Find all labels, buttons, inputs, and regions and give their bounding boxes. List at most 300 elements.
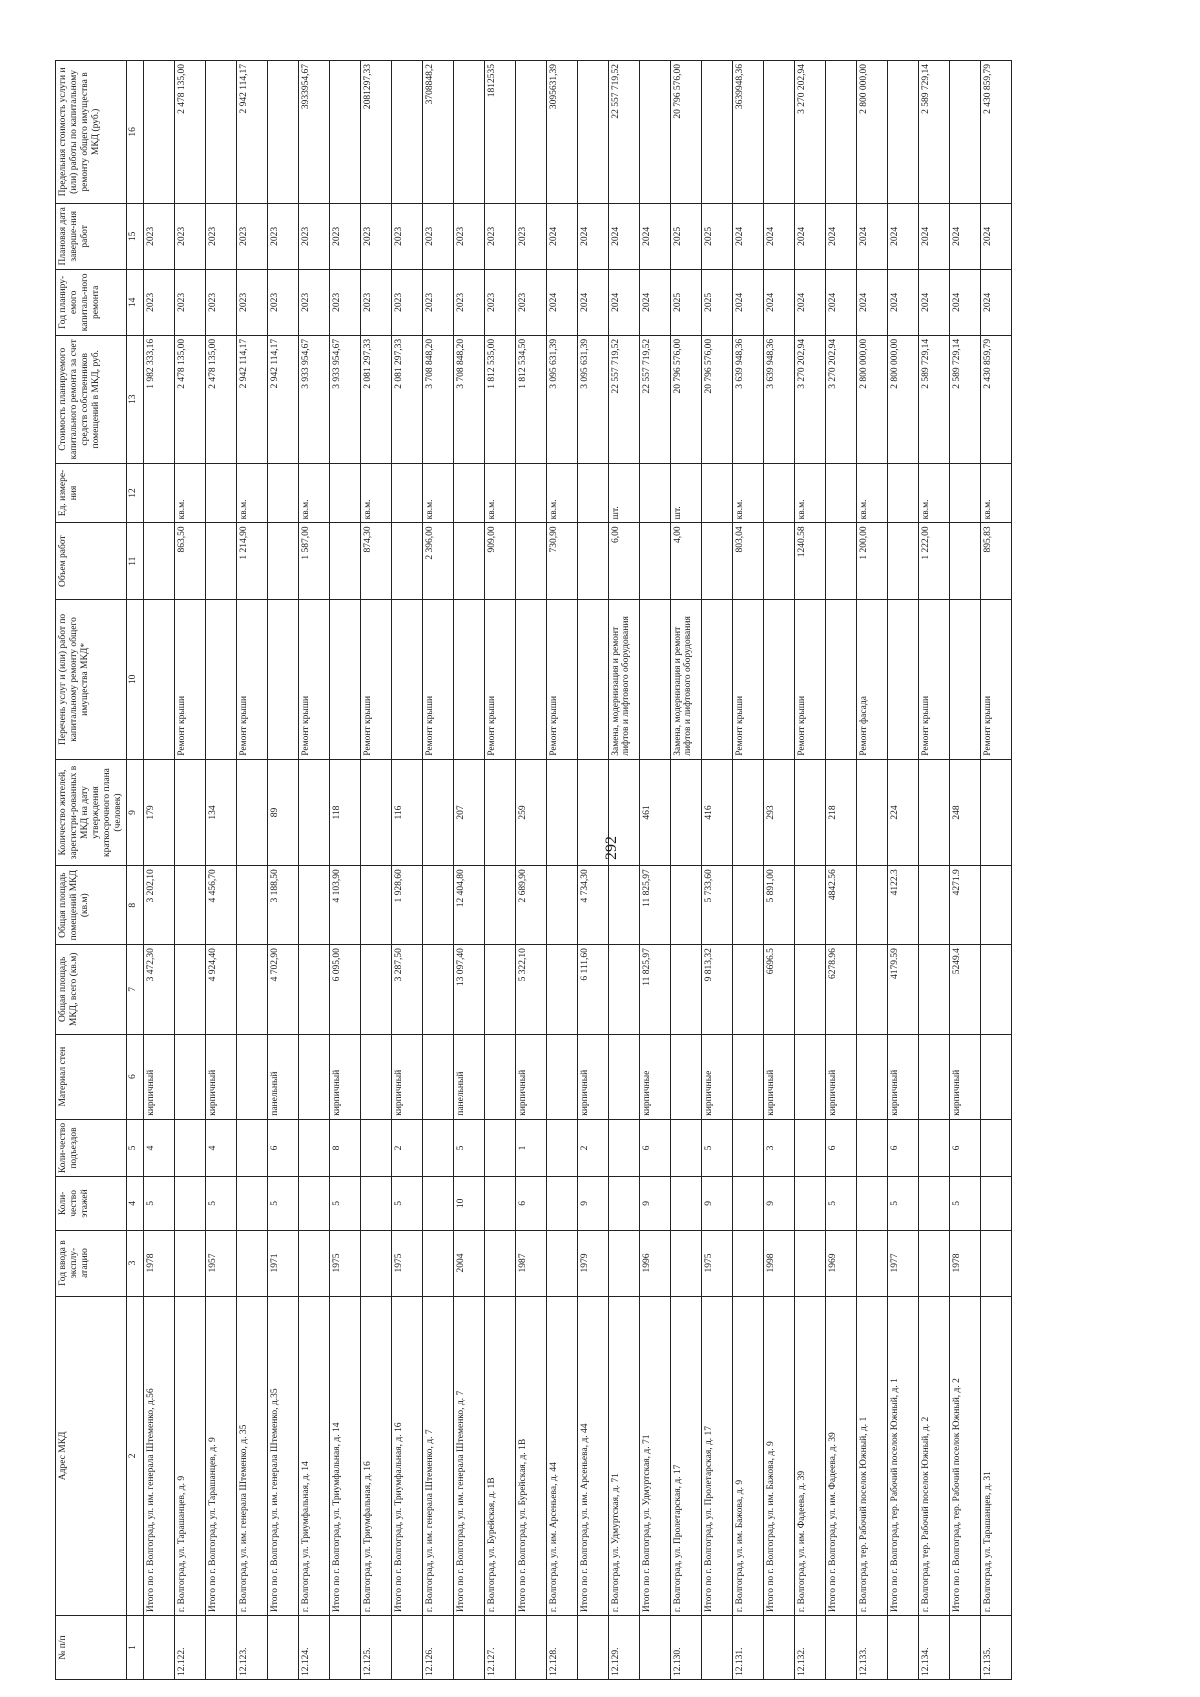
table-cell [856, 1230, 887, 1296]
header-row [56, 61, 127, 1680]
table-cell [546, 1230, 577, 1296]
page-number: 292 [603, 836, 620, 860]
table-cell: 224 [887, 759, 918, 866]
table-cell: 12.134. [918, 1616, 949, 1680]
table-cell: кв.м. [856, 463, 887, 523]
table-cell: 2023 [205, 269, 236, 335]
table-cell: 1 812 534,50 [515, 335, 546, 463]
table-cell [236, 759, 267, 866]
table-cell [298, 945, 329, 1034]
table-cell: 2 942 114,17 [236, 61, 267, 204]
table-cell: 9 [577, 1177, 608, 1230]
table-cell: 13 097,40 [453, 945, 484, 1034]
column-number: 3 [126, 1230, 143, 1296]
table-cell: 2025 [670, 269, 701, 335]
table-cell [732, 945, 763, 1034]
table-cell: Ремонт крыши [794, 600, 825, 760]
table-cell [546, 866, 577, 945]
table-cell: 2024 [949, 203, 980, 269]
table-row-total [267, 61, 298, 1680]
table-cell [794, 759, 825, 866]
table-cell: 1978 [949, 1230, 980, 1296]
table-row-total [515, 61, 546, 1680]
table-cell: 6,00 [608, 523, 639, 600]
table-cell: 1969 [825, 1230, 856, 1296]
table-cell: кв.м. [918, 463, 949, 523]
table-cell [236, 866, 267, 945]
table-row-total [391, 61, 422, 1680]
table-cell: кирпичный [949, 1034, 980, 1119]
table-cell [639, 600, 670, 760]
table-cell: 2 [577, 1119, 608, 1177]
table-cell [732, 866, 763, 945]
column-number: 7 [126, 945, 143, 1034]
table-cell: 2023 [422, 269, 453, 335]
table-cell [918, 1034, 949, 1119]
table-cell: 2 942 114,17 [267, 335, 298, 463]
table-cell: 12.135. [980, 1616, 1011, 1680]
table-cell: 1979 [577, 1230, 608, 1296]
table-cell: 5 [267, 1177, 298, 1230]
table-cell [794, 1119, 825, 1177]
table-cell [918, 1230, 949, 1296]
column-number: 10 [126, 600, 143, 760]
table-cell: г. Волгоград, тер. Рабочий поселок Южный, д. 2 [918, 1296, 949, 1616]
table-cell [918, 1177, 949, 1230]
table-cell: Итого по г. Волгоград, ул. им. генерала Штеменко, д.35 [267, 1296, 298, 1616]
table-cell: кирпичный [825, 1034, 856, 1119]
table-cell [763, 523, 794, 600]
table-cell: 12.122. [174, 1616, 205, 1680]
table-cell: 1 928,60 [391, 866, 422, 945]
table-cell [143, 463, 174, 523]
table-cell [298, 1177, 329, 1230]
table-cell [794, 1034, 825, 1119]
table-cell [205, 600, 236, 760]
table-row-total [639, 61, 670, 1680]
table-cell: 5 733,60 [701, 866, 732, 945]
table-cell: 22 557 719,52 [639, 335, 670, 463]
table-cell: кв.м. [298, 463, 329, 523]
table-cell: 12.133. [856, 1616, 887, 1680]
column-header: Перечень услуг и (или) работ по капитальному ремонту общего имущества МКД* [56, 600, 127, 760]
table-cell: 3 639 948,36 [732, 335, 763, 463]
table-cell [453, 523, 484, 600]
table-cell: 4 456,70 [205, 866, 236, 945]
column-number: 6 [126, 1034, 143, 1119]
table-cell: 1987 [515, 1230, 546, 1296]
column-number: 14 [126, 269, 143, 335]
table-cell [980, 945, 1011, 1034]
table-cell: Ремонт крыши [484, 600, 515, 760]
table-cell: 5 891,00 [763, 866, 794, 945]
table-cell: 2024 [794, 269, 825, 335]
table-row-total [143, 61, 174, 1680]
table-cell: 12.124. [298, 1616, 329, 1680]
column-header: Плановая дата заверше-ния работ [56, 203, 127, 269]
table-cell [608, 1034, 639, 1119]
table-cell: 5 [701, 1119, 732, 1177]
table-cell: 2 478 135,00 [205, 335, 236, 463]
table-cell [143, 523, 174, 600]
table-cell: 248 [949, 759, 980, 866]
table-cell [825, 1616, 856, 1680]
column-number-row [126, 61, 143, 1680]
table-cell [267, 523, 298, 600]
table-cell: 1 982 333,16 [143, 335, 174, 463]
table-cell: г. Волгоград, ул. им. Фадеева, д. 39 [794, 1296, 825, 1616]
table-cell [732, 1230, 763, 1296]
table-cell: 5 322,10 [515, 945, 546, 1034]
table-cell: 5 [453, 1119, 484, 1177]
table-row [608, 61, 639, 1680]
rotated-table-container [55, 60, 1140, 1680]
table-cell: 2 800 000,00 [856, 61, 887, 204]
column-header: Коли-чество подъездов [56, 1119, 127, 1177]
table-cell [484, 759, 515, 866]
table-cell [484, 866, 515, 945]
table-cell: 2023 [453, 269, 484, 335]
table-cell [236, 945, 267, 1034]
table-cell: 6 [267, 1119, 298, 1177]
table-cell [887, 523, 918, 600]
table-cell: 2023 [174, 269, 205, 335]
table-cell [298, 866, 329, 945]
table-cell [298, 1034, 329, 1119]
table-cell: 2024 [949, 269, 980, 335]
table-cell [887, 600, 918, 760]
table-cell: 2024 [887, 269, 918, 335]
table-cell: 12.128. [546, 1616, 577, 1680]
table-cell: 2024 [608, 269, 639, 335]
table-cell: 2 478 135,00 [174, 61, 205, 204]
table-cell: кв.м. [236, 463, 267, 523]
table-cell [236, 1119, 267, 1177]
table-cell: г. Волгоград, ул. Пролетарская, д. 17 [670, 1296, 701, 1616]
table-cell [825, 600, 856, 760]
table-cell [174, 1034, 205, 1119]
table-cell: шт. [670, 463, 701, 523]
table-cell: панельный [267, 1034, 298, 1119]
table-cell: 6 [825, 1119, 856, 1177]
table-cell: 4179.59 [887, 945, 918, 1034]
table-cell: 3708848,2 [422, 61, 453, 204]
table-cell: 1975 [391, 1230, 422, 1296]
table-cell: кв.м. [732, 463, 763, 523]
table-cell: кирпичный [515, 1034, 546, 1119]
table-cell: г. Волгоград, тер. Рабочий поселок Южный, д. 1 [856, 1296, 887, 1616]
table-cell: Итого по г. Волгоград, ул. Тарашанцев, д. 9 [205, 1296, 236, 1616]
column-number: 13 [126, 335, 143, 463]
table-cell: г. Волгоград, ул. Тарашанцев, д. 9 [174, 1296, 205, 1616]
table-cell: 2024 [918, 203, 949, 269]
table-cell [980, 866, 1011, 945]
table-cell [732, 759, 763, 866]
table-cell [608, 866, 639, 945]
table-cell: 1977 [887, 1230, 918, 1296]
table-cell [546, 945, 577, 1034]
table-cell: 2023 [298, 269, 329, 335]
table-row [980, 61, 1011, 1680]
table-cell [577, 61, 608, 204]
table-row [670, 61, 701, 1680]
table-cell: 4 734,30 [577, 866, 608, 945]
table-cell: 9 [763, 1177, 794, 1230]
table-cell: 2 430 859,79 [980, 61, 1011, 204]
table-cell [670, 1119, 701, 1177]
table-row [732, 61, 763, 1680]
table-cell [360, 1034, 391, 1119]
table-cell: 2024 [794, 203, 825, 269]
table-cell [236, 1177, 267, 1230]
table-cell: кв.м. [360, 463, 391, 523]
table-cell [236, 1034, 267, 1119]
table-cell: 3933954,67 [298, 61, 329, 204]
table-cell: Ремонт крыши [360, 600, 391, 760]
table-row-total [205, 61, 236, 1680]
table-cell: 9 813,32 [701, 945, 732, 1034]
table-cell: 6 111,60 [577, 945, 608, 1034]
table-cell: 4271.9 [949, 866, 980, 945]
table-cell [701, 61, 732, 204]
table-cell: 1971 [267, 1230, 298, 1296]
table-cell: 9 [639, 1177, 670, 1230]
table-row [422, 61, 453, 1680]
table-cell: кирпичные [701, 1034, 732, 1119]
table-cell: 3 472,30 [143, 945, 174, 1034]
table-cell: Итого по г. Волгоград, ул. Удмуртская, д. 71 [639, 1296, 670, 1616]
table-cell [205, 463, 236, 523]
table-row-total [701, 61, 732, 1680]
table-cell: 2023 [422, 203, 453, 269]
table-cell: 1975 [329, 1230, 360, 1296]
table-cell [856, 1034, 887, 1119]
table-cell [794, 1230, 825, 1296]
table-cell: г. Волгоград, ул. им. генерала Штеменко, д. 35 [236, 1296, 267, 1616]
table-cell: Ремонт крыши [980, 600, 1011, 760]
table-cell: 1998 [763, 1230, 794, 1296]
table-cell [825, 61, 856, 204]
table-cell [763, 61, 794, 204]
table-cell [980, 1177, 1011, 1230]
table-cell [639, 1616, 670, 1680]
table-cell: кв.м. [980, 463, 1011, 523]
table-cell: 118 [329, 759, 360, 866]
table-cell [949, 463, 980, 523]
table-cell: 6 095,00 [329, 945, 360, 1034]
column-number: 8 [126, 866, 143, 945]
table-body [143, 61, 1011, 1680]
table-cell: 5 [887, 1177, 918, 1230]
table-cell: 3 708 848,20 [453, 335, 484, 463]
column-header: Общая площадь помещений МКД (кв.м) [56, 866, 127, 945]
table-cell: 20 796 576,00 [670, 61, 701, 204]
table-cell [856, 866, 887, 945]
table-cell: 2 589 729,14 [949, 335, 980, 463]
table-cell: 2 478 135,00 [174, 335, 205, 463]
table-cell: 2024 [763, 269, 794, 335]
table-cell: 1 200,00 [856, 523, 887, 600]
table-cell: 3 095 631,39 [546, 335, 577, 463]
table-cell: Итого по г. Волгоград, ул. им. Арсеньева, д. 44 [577, 1296, 608, 1616]
table-cell [794, 1177, 825, 1230]
table-cell [298, 759, 329, 866]
table-cell: 22 557 719,52 [608, 61, 639, 204]
table-cell: кирпичный [887, 1034, 918, 1119]
table-cell [422, 1177, 453, 1230]
table-cell [453, 1616, 484, 1680]
table-cell: 2 800 000,00 [887, 335, 918, 463]
table-cell: 2025 [701, 269, 732, 335]
table-cell: 2023 [143, 269, 174, 335]
table-cell: Итого по г. Волгоград, ул. им. генерала Штеменко, д.56 [143, 1296, 174, 1616]
table-cell: кв.м. [484, 463, 515, 523]
table-cell: 12.123. [236, 1616, 267, 1680]
table-cell: 12.130. [670, 1616, 701, 1680]
table-cell: 20 796 576,00 [701, 335, 732, 463]
table-cell [267, 61, 298, 204]
table-cell: 5 [143, 1177, 174, 1230]
table-cell [422, 945, 453, 1034]
table-cell: 1975 [701, 1230, 732, 1296]
table-cell: 2 589 729,14 [918, 335, 949, 463]
table-cell: 6 [639, 1119, 670, 1177]
table-cell: 2 081 297,33 [391, 335, 422, 463]
column-header: Общая площадь МКД, всего (кв.м) [56, 945, 127, 1034]
table-cell [391, 600, 422, 760]
table-cell [980, 1119, 1011, 1177]
table-cell [267, 1616, 298, 1680]
table-cell [918, 1119, 949, 1177]
table-cell [143, 61, 174, 204]
table-cell [298, 1230, 329, 1296]
table-row [298, 61, 329, 1680]
table-cell [236, 1230, 267, 1296]
column-number: 12 [126, 463, 143, 523]
table-cell: 2 589 729,14 [918, 61, 949, 204]
table-cell [360, 945, 391, 1034]
table-cell [422, 759, 453, 866]
table-cell: Ремонт крыши [298, 600, 329, 760]
table-cell: Итого по г. Волгоград, тер. Рабочий поселок Южный, д. 1 [887, 1296, 918, 1616]
table-cell: Ремонт крыши [546, 600, 577, 760]
table-cell [422, 1119, 453, 1177]
table-cell [701, 600, 732, 760]
table-cell: 5 [205, 1177, 236, 1230]
table-cell: кв.м. [546, 463, 577, 523]
table-cell: 4 103,90 [329, 866, 360, 945]
table-cell: 2025 [701, 203, 732, 269]
table-cell [267, 600, 298, 760]
table-cell [422, 1230, 453, 1296]
table-cell: 2023 [267, 203, 298, 269]
table-row [236, 61, 267, 1680]
table-cell [670, 1177, 701, 1230]
table-row [484, 61, 515, 1680]
table-cell [856, 1119, 887, 1177]
column-number: 2 [126, 1296, 143, 1616]
table-cell: 1 214,90 [236, 523, 267, 600]
table-cell: Ремонт крыши [918, 600, 949, 760]
table-cell: 2024 [732, 203, 763, 269]
table-cell: Итого по г. Волгоград, ул. Бурейская, д. 1В [515, 1296, 546, 1616]
table-cell [546, 759, 577, 866]
column-header: Материал стен [56, 1034, 127, 1119]
table-cell [174, 759, 205, 866]
table-cell [391, 523, 422, 600]
table-cell [391, 1616, 422, 1680]
column-header: Количество жителей, зарегистри-рованных в МКД на дату утверждения краткосрочного плана (человек) [56, 759, 127, 866]
table-cell: 2023 [205, 203, 236, 269]
table-cell: 3095631,39 [546, 61, 577, 204]
table-cell [360, 1119, 391, 1177]
table-cell: 10 [453, 1177, 484, 1230]
table-cell: Итого по г. Волгоград, ул. им. генерала Штеменко, д. 7 [453, 1296, 484, 1616]
table-cell: г. Волгоград, ул. Триумфальная, д. 16 [360, 1296, 391, 1616]
table-cell: 2023 [391, 269, 422, 335]
table-cell [887, 1616, 918, 1680]
table-cell: 6 [515, 1177, 546, 1230]
table-cell: кирпичный [329, 1034, 360, 1119]
table-cell: Ремонт крыши [422, 600, 453, 760]
table-cell [670, 945, 701, 1034]
table-cell: 12.132. [794, 1616, 825, 1680]
table-cell [174, 866, 205, 945]
table-cell: кирпичные [639, 1034, 670, 1119]
table-cell [670, 759, 701, 866]
table-cell: 12.129. [608, 1616, 639, 1680]
table-row [794, 61, 825, 1680]
table-cell: 4122.3 [887, 866, 918, 945]
column-number: 15 [126, 203, 143, 269]
table-cell: 2 396,00 [422, 523, 453, 600]
table-cell: кв.м. [174, 463, 205, 523]
column-header: Год планиру-емого капиталь-ного ремонта [56, 269, 127, 335]
table-cell [732, 1119, 763, 1177]
table-cell: 2 [391, 1119, 422, 1177]
table-cell: 3 270 202,94 [794, 61, 825, 204]
table-cell: г. Волгоград, ул. Бурейская, д. 1В [484, 1296, 515, 1616]
table-cell [763, 600, 794, 760]
table-cell: 8 [329, 1119, 360, 1177]
table-cell: Ремонт крыши [174, 600, 205, 760]
table-cell [949, 61, 980, 204]
table-cell [453, 61, 484, 204]
table-cell: 2024 [639, 269, 670, 335]
table-cell: 2024 [980, 269, 1011, 335]
table-cell: 5 [329, 1177, 360, 1230]
capital-repair-table [55, 60, 1012, 1680]
table-cell [639, 463, 670, 523]
table-cell: 2024 [856, 203, 887, 269]
table-cell [608, 1177, 639, 1230]
table-cell: Замена, модернизация и ремонт лифтов и лифтового оборудования [608, 600, 639, 760]
table-cell: 2023 [267, 269, 298, 335]
table-cell: 89 [267, 759, 298, 866]
table-cell: 12.131. [732, 1616, 763, 1680]
table-cell: 6278.96 [825, 945, 856, 1034]
table-cell: 2023 [236, 203, 267, 269]
table-cell: 2024 [763, 203, 794, 269]
table-cell: 2 689,90 [515, 866, 546, 945]
table-cell: 3 095 631,39 [577, 335, 608, 463]
table-cell: 3 270 202,94 [794, 335, 825, 463]
table-cell [174, 1230, 205, 1296]
column-header: Ед. измере-ния [56, 463, 127, 523]
table-cell: 2 942 114,17 [236, 335, 267, 463]
table-cell [856, 759, 887, 866]
table-cell [701, 463, 732, 523]
